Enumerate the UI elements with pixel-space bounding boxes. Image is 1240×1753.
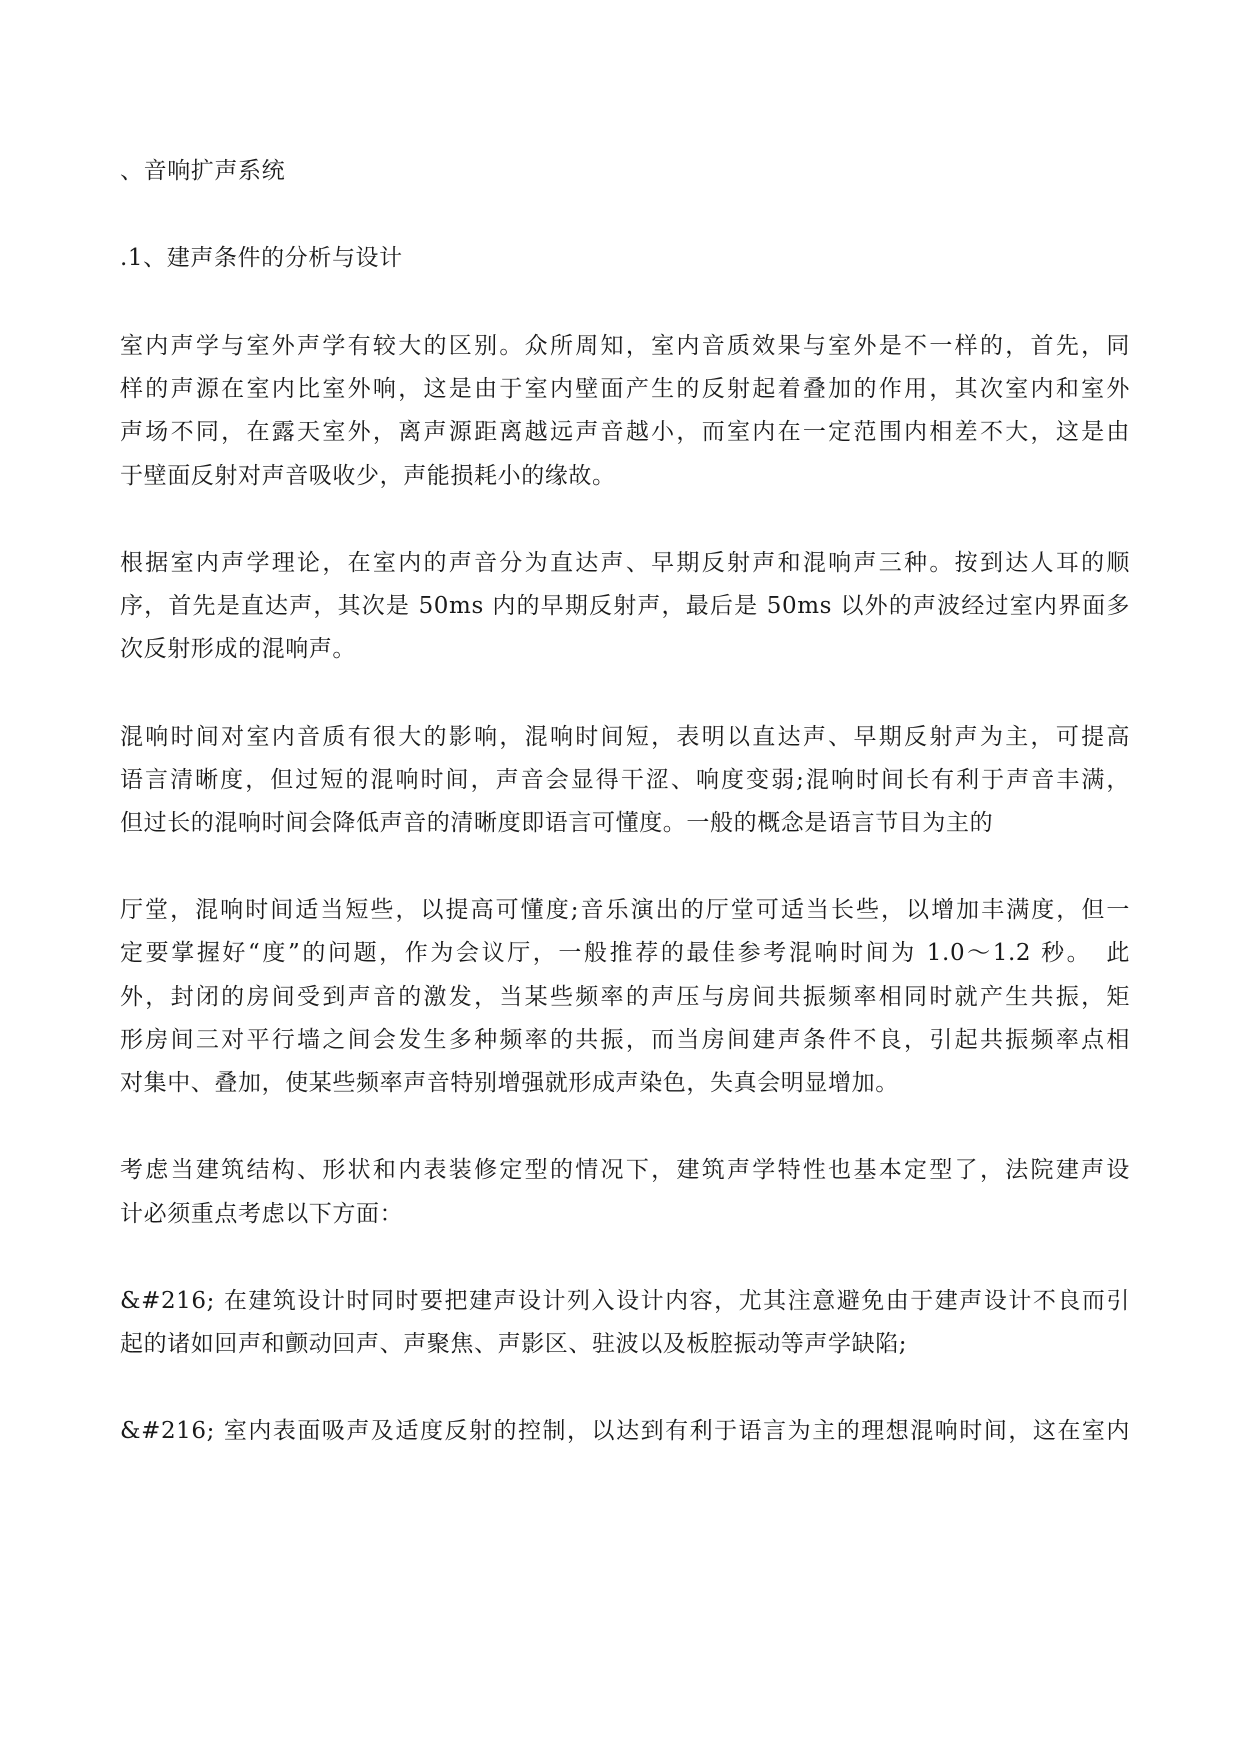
paragraph-line: 根据室内声学理论，在室内的声音分为直达声、早期反射声和混响声三种。按到达人耳的顺	[120, 550, 1130, 576]
section-heading: 、音响扩声系统	[120, 158, 286, 184]
paragraph-line: 但过长的混响时间会降低声音的清晰度即语言可懂度。一般的概念是语言节目为主的	[120, 810, 994, 836]
paragraph-line: 样的声源在室内比室外响，这是由于室内壁面产生的反射起着叠加的作用，其次室内和室外	[120, 376, 1130, 402]
paragraph-line: 外，封闭的房间受到声音的激发，当某些频率的声压与房间共振频率相同时就产生共振，矩	[120, 984, 1130, 1010]
paragraph-line: 计必须重点考虑以下方面：	[120, 1201, 404, 1227]
paragraph-line: 语言清晰度，但过短的混响时间，声音会显得干涩、响度变弱;混响时间长有利于声音丰满，	[120, 767, 1130, 793]
paragraph-line: 于壁面反射对声音吸收少，声能损耗小的缘故。	[120, 463, 616, 489]
bullet-line: &#216; 在建筑设计时同时要把建声设计列入设计内容，尤其注意避免由于建声设计不良而引	[120, 1288, 1130, 1314]
paragraph-line: 定要掌握好“度”的问题，作为会议厅，一般推荐的最佳参考混响时间为 1.0～1.2 秒。 此	[120, 940, 1130, 966]
paragraph-line: 声场不同，在露天室外，离声源距离越远声音越小，而室内在一定范围内相差不大，这是由	[120, 419, 1130, 445]
subsection-heading: .1、建声条件的分析与设计	[120, 245, 403, 271]
bullet-line: &#216; 室内表面吸声及适度反射的控制，以达到有利于语言为主的理想混响时间，这在室内	[120, 1418, 1130, 1444]
bullet-line: 起的诸如回声和颤动回声、声聚焦、声影区、驻波以及板腔振动等声学缺陷;	[120, 1331, 908, 1357]
paragraph-line: 对集中、叠加，使某些频率声音特别增强就形成声染色，失真会明显增加。	[120, 1070, 899, 1096]
paragraph-line: 形房间三对平行墙之间会发生多种频率的共振，而当房间建声条件不良，引起共振频率点相	[120, 1027, 1130, 1053]
paragraph-line: 室内声学与室外声学有较大的区别。众所周知，室内音质效果与室外是不一样的，首先，同	[120, 333, 1130, 359]
paragraph-line: 次反射形成的混响声。	[120, 636, 356, 662]
paragraph-line: 序，首先是直达声，其次是 50ms 内的早期反射声，最后是 50ms 以外的声波经过室内界面多	[120, 593, 1130, 619]
paragraph-line: 混响时间对室内音质有很大的影响，混响时间短，表明以直达声、早期反射声为主，可提高	[120, 724, 1130, 750]
paragraph-line: 厅堂，混响时间适当短些，以提高可懂度;音乐演出的厅堂可适当长些，以增加丰满度，但一	[120, 897, 1130, 923]
paragraph-line: 考虑当建筑结构、形状和内表装修定型的情况下，建筑声学特性也基本定型了，法院建声设	[120, 1157, 1130, 1183]
